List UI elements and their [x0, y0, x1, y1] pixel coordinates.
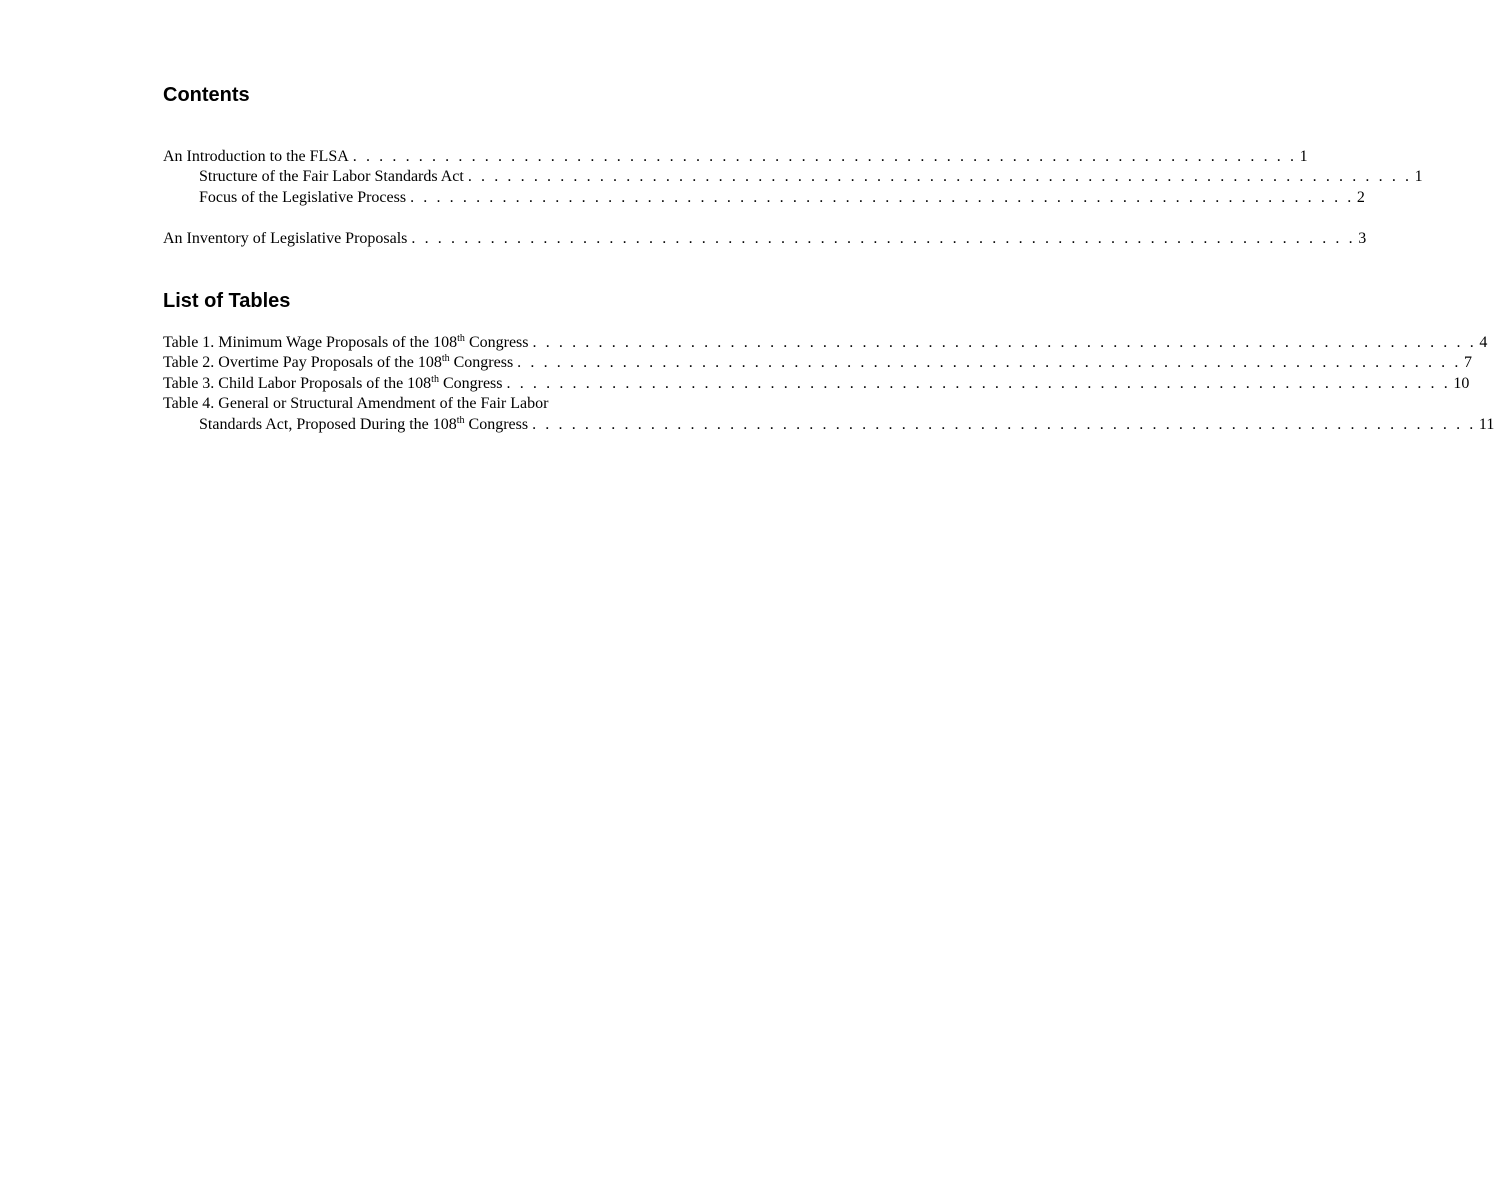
dot-leader: . . . . . . . . . . . . . . . . . . . . . . . . . . . . . . . . . . . . . . . . . . . . . . . . . . . . . . . . . . . . . . . . . . . . . . . .	[411, 229, 1356, 247]
table-entry[interactable]	[163, 394, 759, 414]
toc-page-number: 1	[1414, 168, 1423, 186]
list-of-tables	[163, 333, 1494, 435]
table-page-number: 4	[1479, 334, 1488, 351]
toc-page-number: 1	[1299, 148, 1308, 165]
toc-entry-title: Focus of the Legislative Process	[199, 188, 407, 206]
table-entry[interactable]	[163, 333, 1488, 353]
table-page-number: 11	[1478, 415, 1494, 433]
dot-leader: . . . . . . . . . . . . . . . . . . . . . . . . . . . . . . . . . . . . . . . . . . . . . . . . . . . . . . . . . . . . . . . . . . . . . . . .	[410, 188, 1354, 206]
table-page-number: 10	[1453, 374, 1470, 392]
dot-leader: . . . . . . . . . . . . . . . . . . . . . . . . . . . . . . . . . . . . . . . . . . . . . . . . . . . . . . . . . . . . . . . . . . . . . . . .	[532, 415, 1476, 433]
dot-leader: . . . . . . . . . . . . . . . . . . . . . . . . . . . . . . . . . . . . . . . . . . . . . . . . . . . . . . . . . . . . . . . . . . . . . . . .	[467, 168, 1412, 186]
dot-leader: . . . . . . . . . . . . . . . . . . . . . . . . . . . . . . . . . . . . . . . . . . . . . . . . . . . . . . . . . . . . . . . . . . . . . . . .	[506, 374, 1451, 392]
table-entry-title: Table 1. Minimum Wage Proposals of the 108th Congress	[163, 333, 529, 351]
toc-entry-title: Structure of the Fair Labor Standards Act	[199, 168, 464, 186]
table-entry-title: Table 4. General or Structural Amendment of the Fair Labor	[163, 395, 549, 413]
table-entry[interactable]	[163, 373, 1470, 394]
toc-page-number: 3	[1358, 229, 1367, 247]
table-entry-title: Table 3. Child Labor Proposals of the 108th Congress	[163, 373, 503, 392]
dot-leader: . . . . . . . . . . . . . . . . . . . . . . . . . . . . . . . . . . . . . . . . . . . . . . . . . . . . . . . . . . . . . . . . . . . . . . . .	[352, 148, 1297, 165]
table-entry-continuation[interactable]	[163, 414, 1494, 435]
toc-entry[interactable]	[163, 167, 1423, 187]
dot-leader: . . . . . . . . . . . . . . . . . . . . . . . . . . . . . . . . . . . . . . . . . . . . . . . . . . . . . . . . . . . . . . . . . . . . . . . .	[517, 354, 1461, 372]
toc-entry[interactable]	[163, 188, 1365, 208]
table-entry-title: Standards Act, Proposed During the 108th Congress	[199, 414, 529, 433]
toc-entry[interactable]	[163, 229, 1367, 249]
toc-entry[interactable]	[163, 147, 1308, 167]
list-of-tables-heading: List of Tables	[163, 290, 291, 312]
toc-entry-title: An Inventory of Legislative Proposals	[163, 229, 408, 247]
contents-list	[163, 147, 1423, 249]
table-entry-title: Table 2. Overtime Pay Proposals of the 108th Congress	[163, 353, 514, 372]
table-entry[interactable]	[163, 353, 1472, 373]
toc-entry-title: An Introduction to the FLSA	[163, 148, 349, 165]
dot-leader: . . . . . . . . . . . . . . . . . . . . . . . . . . . . . . . . . . . . . . . . . . . . . . . . . . . . . . . . . . . . . . . . . . . . . . . .	[532, 334, 1477, 351]
contents-heading: Contents	[163, 84, 250, 106]
toc-page-number: 2	[1356, 188, 1365, 206]
table-page-number: 7	[1463, 354, 1472, 372]
